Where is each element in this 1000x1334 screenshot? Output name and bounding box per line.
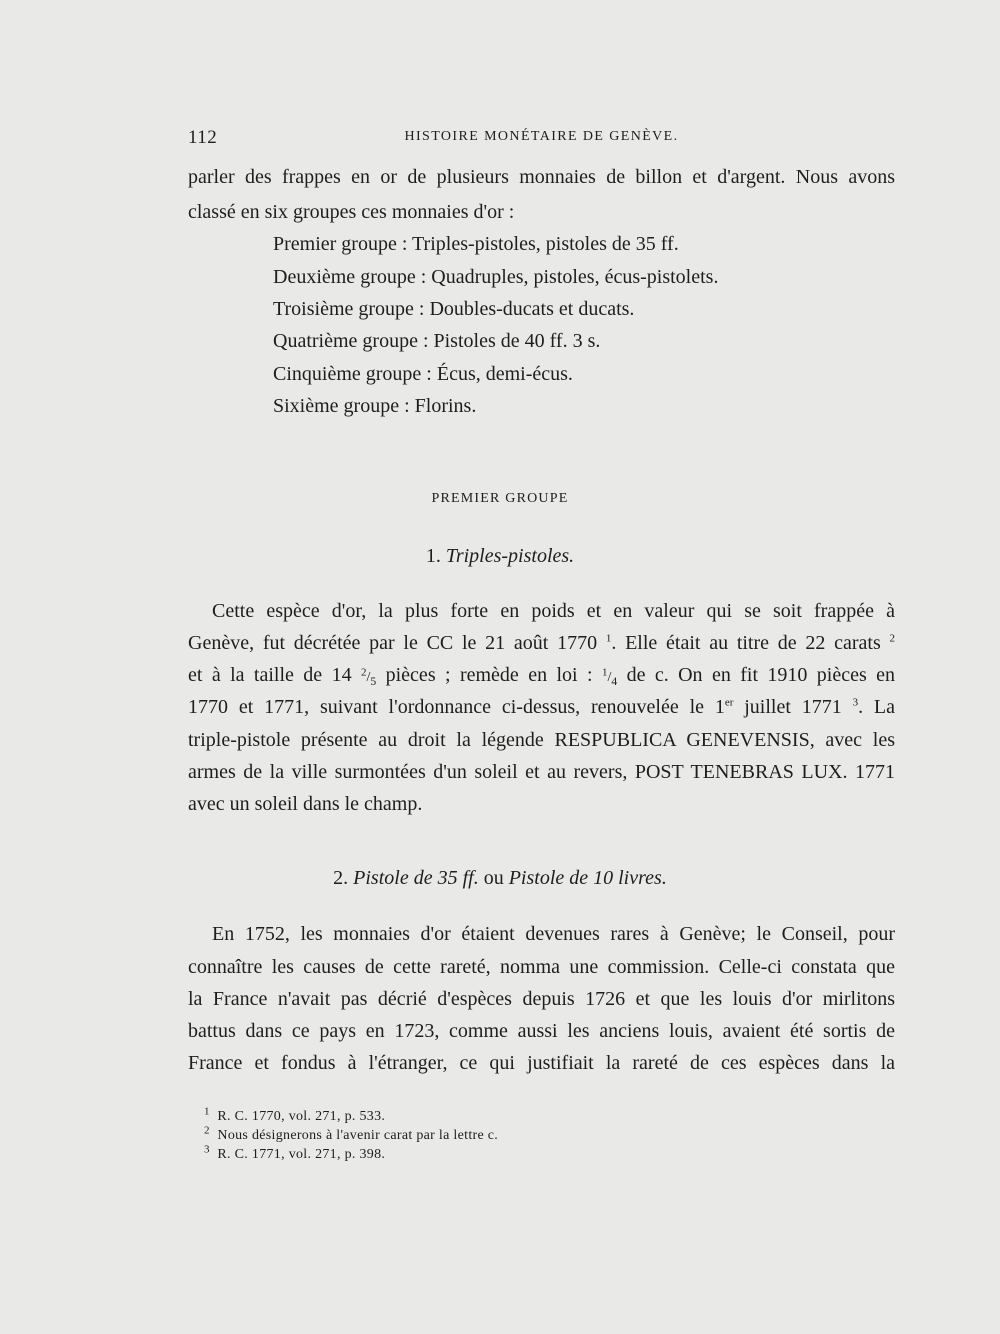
section-2-line-1: En 1752, les monnaies d'or étaient devenues rares à Genève; le Conseil, pour	[212, 923, 895, 945]
footnote-ref: 1	[605, 632, 612, 645]
text-run: pièces ; remède en loi :	[385, 664, 593, 686]
section-2-number: 2.	[333, 867, 349, 889]
footnote	[204, 1105, 386, 1126]
group-list-item: Premier groupe : Triples-pistoles, pistoles de 35 ff.	[273, 233, 679, 255]
section-1-line-5: triple-pistole présente au droit la légende RESPUBLICA GENEVENSIS, avec les	[188, 729, 895, 751]
running-title: HISTOIRE MONÉTAIRE DE GENÈVE.	[404, 129, 679, 144]
intro-line-1: parler des frappes en or de plusieurs monnaies de billon et d'argent. Nous avons	[188, 166, 895, 188]
section-2-line-4: battus dans ce pays en 1723, comme aussi les anciens louis, avaient été sortis de	[188, 1020, 895, 1042]
fraction-denominator: 5	[370, 674, 377, 688]
text-run: et à la taille de 14	[188, 664, 352, 686]
fraction: $^2/_5$	[361, 666, 377, 688]
section-2-line-3: la France n'avait pas décrié d'espèces depuis 1726 et que les louis d'or mirlitons	[188, 988, 895, 1010]
footnote-mark: 1	[204, 1105, 210, 1118]
fraction-numerator: 1	[601, 666, 608, 679]
text-run: de c. On en fit 1910 pièces en	[626, 664, 896, 686]
footnote-mark: 2	[204, 1124, 210, 1137]
section-2-title-a: Pistole de 35 ff.	[353, 867, 479, 889]
text-run: Genève, fut décrétée par le CC le 21 août 1770	[188, 632, 598, 654]
group-list-item: Deuxième groupe : Quadruples, pistoles, écus-pistolets.	[273, 266, 719, 288]
group-heading: PREMIER GROUPE	[431, 491, 569, 506]
section-2-title-b: Pistole de 10 livres.	[508, 867, 667, 889]
group-list-item: Sixième groupe : Florins.	[273, 395, 477, 417]
ordinal-suffix: er	[724, 696, 734, 709]
section-1-line-1: Cette espèce d'or, la plus forte en poids et en valeur qui se soit frappée à	[212, 600, 895, 622]
footnote-ref: 2	[889, 632, 896, 645]
fraction: $^1/_4$	[601, 666, 618, 688]
footnote-text: R. C. 1771, vol. 271, p. 398.	[217, 1147, 386, 1162]
section-1-heading	[0, 544, 1000, 568]
text-run: . Elle était au titre de 22 carats	[611, 632, 881, 654]
footnote-text: R. C. 1770, vol. 271, p. 533.	[217, 1109, 386, 1124]
section-2-conjunction: ou	[483, 867, 504, 889]
section-2-heading	[0, 866, 1000, 890]
footnote-ref: 3	[852, 696, 859, 709]
intro-line-2: classé en six groupes ces monnaies d'or :	[188, 201, 515, 223]
section-1-line-7: avec un soleil dans le champ.	[188, 793, 423, 815]
running-header	[188, 127, 895, 151]
footnote-mark: 3	[204, 1143, 210, 1156]
section-1-number: 1.	[425, 545, 441, 567]
section-2-line-2: connaître les causes de cette rareté, nomma une commission. Celle-ci constata que	[188, 956, 895, 978]
group-list-item: Quatrième groupe : Pistoles de 40 ff. 3 s.	[273, 330, 601, 352]
footnote	[204, 1143, 386, 1164]
text-run: . La	[858, 696, 896, 718]
group-list-item: Troisième groupe : Doubles-ducats et ducats.	[273, 298, 635, 320]
group-list-item: Cinquième groupe : Écus, demi-écus.	[273, 363, 573, 385]
section-1-line-6: armes de la ville surmontées d'un soleil et au revers, POST TENEBRAS LUX. 1771	[188, 761, 895, 783]
section-1-line-3	[188, 663, 895, 694]
fraction-numerator: 2	[361, 666, 367, 679]
text-run: 1770 et 1771, suivant l'ordonnance ci-dessus, renouvelée le 1	[188, 696, 725, 718]
section-1-line-4	[188, 695, 895, 719]
footnote	[204, 1124, 499, 1145]
page-number: 112	[188, 127, 218, 148]
fraction-denominator: 4	[611, 674, 618, 688]
section-2-line-5: France et fondus à l'étranger, ce qui justifiait la rareté de ces espèces dans la	[188, 1052, 895, 1074]
footnote-text: Nous désignerons à l'avenir carat par la lettre c.	[217, 1128, 499, 1143]
text-run: juillet 1771	[744, 696, 842, 718]
section-1-line-2	[188, 631, 895, 655]
section-1-title: Triples-pistoles.	[445, 545, 575, 567]
